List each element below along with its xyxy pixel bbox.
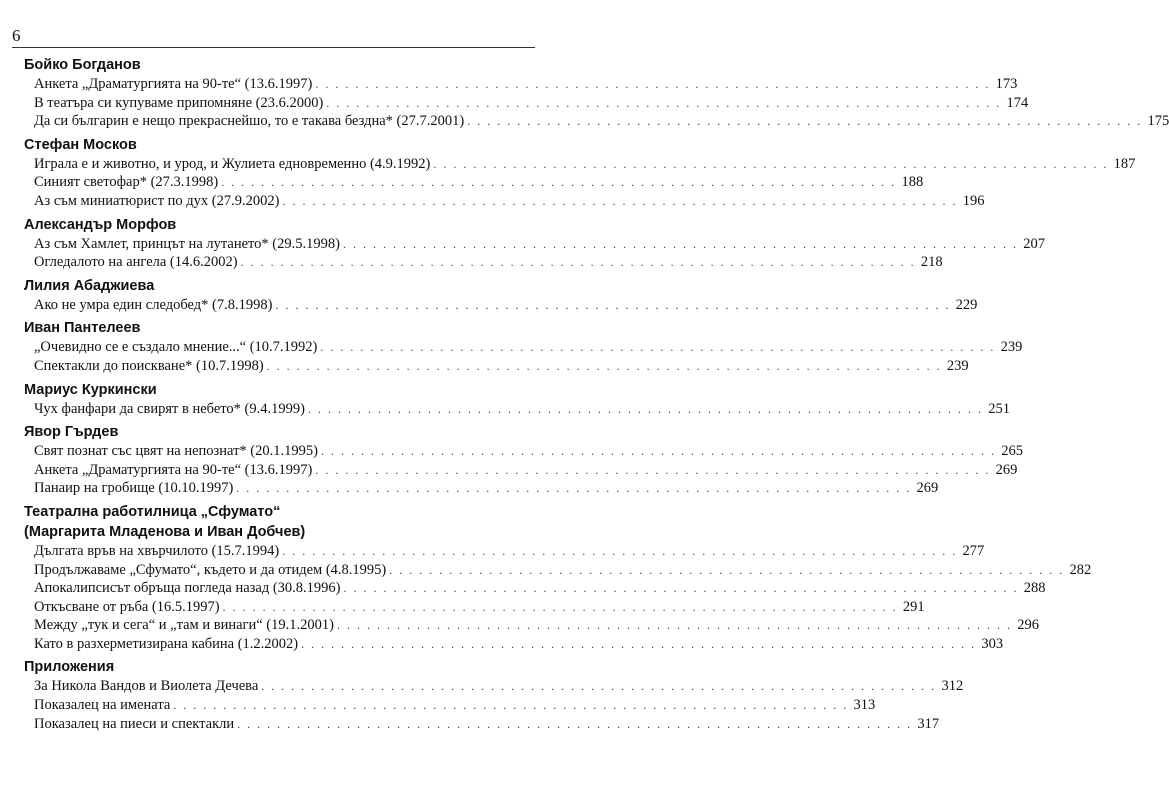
section-heading: Бойко Богданов xyxy=(24,57,141,73)
section-heading: Иван Пантелеев xyxy=(24,320,141,337)
toc-section xyxy=(24,380,1010,419)
dot-leader xyxy=(173,696,848,715)
entry-title: Ако не умра един следобед* (7.8.1998) xyxy=(34,296,273,313)
entry-title: Спектакли до поискване* (10.7.1998) xyxy=(34,357,264,374)
toc-entry xyxy=(34,677,964,696)
toc-section xyxy=(24,502,1092,654)
entry-title: Анкета „Драматургията на 90-те“ (13.6.1997) xyxy=(34,461,313,478)
toc-entry xyxy=(34,542,985,561)
entry-page-number: 196 xyxy=(962,192,985,209)
entry-page-number: 312 xyxy=(941,678,964,695)
section-heading: Явор Гърдев xyxy=(24,424,119,441)
section-heading: Приложения xyxy=(24,659,115,676)
toc-entry xyxy=(34,715,940,734)
section-heading: Мариус Куркински xyxy=(24,381,157,398)
entry-title: Панаир на гробище (10.10.1997) xyxy=(34,480,234,497)
toc-entry xyxy=(34,479,939,498)
toc-entry xyxy=(34,94,1029,113)
toc-section xyxy=(24,215,1045,272)
toc-entry xyxy=(34,598,925,617)
entry-title: Откъсване от ръба (16.5.1997) xyxy=(34,598,220,615)
toc-entry xyxy=(34,696,876,715)
toc-entry xyxy=(34,635,1004,654)
entry-title: Като в разхерметизирана кабина (1.2.2002) xyxy=(34,635,299,652)
entry-title: Показалец на имената xyxy=(34,697,171,714)
entry-page-number: 174 xyxy=(1006,94,1029,111)
toc-entry xyxy=(34,173,924,192)
entry-page-number: 269 xyxy=(916,480,939,497)
section-heading: Лилия Абаджиева xyxy=(24,277,155,294)
dot-leader xyxy=(343,579,1018,598)
toc-entry xyxy=(34,235,1045,254)
section-heading: Александър Морфов xyxy=(24,216,177,233)
toc-entry xyxy=(34,400,1010,419)
entry-page-number: 269 xyxy=(995,461,1018,478)
entry-page-number: 229 xyxy=(955,296,978,313)
toc-entry xyxy=(34,338,1023,357)
toc-entry xyxy=(34,296,978,315)
entry-title: Синият светофар* (27.3.1998) xyxy=(34,174,219,191)
entry-title: Показалец на пиеси и спектакли xyxy=(34,715,235,732)
entry-page-number: 313 xyxy=(853,697,876,714)
dot-leader xyxy=(433,155,1108,174)
dot-leader xyxy=(236,479,911,498)
toc-entry xyxy=(34,616,1039,635)
section-heading: Стефан Москов xyxy=(24,136,137,153)
toc-section xyxy=(24,55,1169,131)
entry-page-number: 188 xyxy=(901,174,924,191)
entry-page-number: 296 xyxy=(1017,617,1039,634)
toc-section xyxy=(24,135,1136,211)
dot-leader xyxy=(223,598,898,617)
entry-title: Свят познат със цвят на непознат* (20.1.1995) xyxy=(34,443,318,460)
dot-leader xyxy=(267,357,942,376)
dot-leader xyxy=(221,173,896,192)
entry-title: Анкета „Драматургията на 90-те“ (13.6.1997) xyxy=(34,76,313,92)
dot-leader xyxy=(301,635,976,654)
toc-entry xyxy=(34,442,1023,461)
entry-title: Между „тук и сега“ и „там и винаги“ (19.1.2001) xyxy=(34,617,334,634)
dot-leader xyxy=(326,94,1001,113)
dot-leader xyxy=(337,616,1012,635)
toc-entry xyxy=(34,155,1136,174)
entry-title: Аз съм Хамлет, принцът на лутането* (29.5.1998) xyxy=(34,235,340,252)
toc-entry xyxy=(34,461,1018,480)
dot-leader xyxy=(282,542,957,561)
toc-entry xyxy=(34,253,943,272)
section-heading: Театрална работилница „Сфумато“ xyxy=(24,503,281,520)
toc-section xyxy=(24,657,964,733)
entry-title: Продължаваме „Сфумато“, където и да отидем (4.8.1995) xyxy=(34,561,387,578)
entry-title: Апокалипсисът обръща погледа назад (30.8.1996) xyxy=(34,580,341,597)
toc-section xyxy=(24,318,1023,375)
toc-entry xyxy=(34,75,1018,94)
entry-title: Аз съм миниатюрист по дух (27.9.2002) xyxy=(34,192,280,209)
dot-leader xyxy=(282,192,957,211)
section-subheading: (Маргарита Младенова и Иван Добчев) xyxy=(24,523,306,540)
dot-leader xyxy=(275,296,950,315)
entry-page-number: 239 xyxy=(1000,339,1023,356)
entry-page-number: 265 xyxy=(1001,443,1023,460)
dot-leader xyxy=(241,253,916,272)
entry-title: В театъра си купуваме припомняне (23.6.2000) xyxy=(34,94,324,111)
entry-title: За Никола Вандов и Виолета Дечева xyxy=(34,678,259,695)
entry-page-number: 291 xyxy=(902,598,925,615)
entry-page-number: 239 xyxy=(946,357,969,374)
entry-page-number: 282 xyxy=(1069,561,1092,578)
toc-entry xyxy=(34,192,985,211)
entry-page-number: 251 xyxy=(988,400,1010,417)
entry-page-number: 207 xyxy=(1023,235,1045,252)
dot-leader xyxy=(321,442,996,461)
dot-leader xyxy=(389,561,1064,580)
entry-page-number: 218 xyxy=(920,254,943,271)
entry-page-number: 187 xyxy=(1113,155,1136,172)
dot-leader xyxy=(467,112,1142,131)
dot-leader xyxy=(343,235,1018,254)
page-number: 6 xyxy=(12,26,21,45)
toc-entry xyxy=(34,579,1046,598)
toc-entry xyxy=(34,357,969,376)
entry-title: „Очевидно се е създало мнение...“ (10.7.1992) xyxy=(34,339,318,356)
entry-page-number: 288 xyxy=(1023,580,1046,597)
entry-title: Да си българин е нещо прекраснейшо, то е такава бездна* (27.7.2001) xyxy=(34,113,465,130)
dot-leader xyxy=(320,338,995,357)
entry-page-number: 173 xyxy=(995,76,1018,92)
entry-page-number: 175 xyxy=(1147,113,1169,130)
header-rule xyxy=(12,47,535,48)
entry-title: Дългата връв на хвърчилото (15.7.1994) xyxy=(34,542,280,559)
dot-leader xyxy=(308,400,983,419)
toc-entry xyxy=(34,561,1092,580)
dot-leader xyxy=(315,461,990,480)
toc-section xyxy=(24,422,1023,498)
dot-leader xyxy=(315,75,990,94)
entry-page-number: 317 xyxy=(917,715,940,732)
table-of-contents xyxy=(24,55,1169,737)
entry-page-number: 303 xyxy=(981,635,1004,652)
entry-title: Играла е и животно, и урод, и Жулиета едновременно (4.9.1992) xyxy=(34,155,431,172)
dot-leader xyxy=(237,715,912,734)
dot-leader xyxy=(261,677,936,696)
entry-title: Огледалото на ангела (14.6.2002) xyxy=(34,254,238,271)
toc-section xyxy=(24,276,978,315)
toc-entry xyxy=(34,112,1169,131)
entry-title: Чух фанфари да свирят в небето* (9.4.1999) xyxy=(34,400,305,417)
entry-page-number: 277 xyxy=(962,542,985,559)
